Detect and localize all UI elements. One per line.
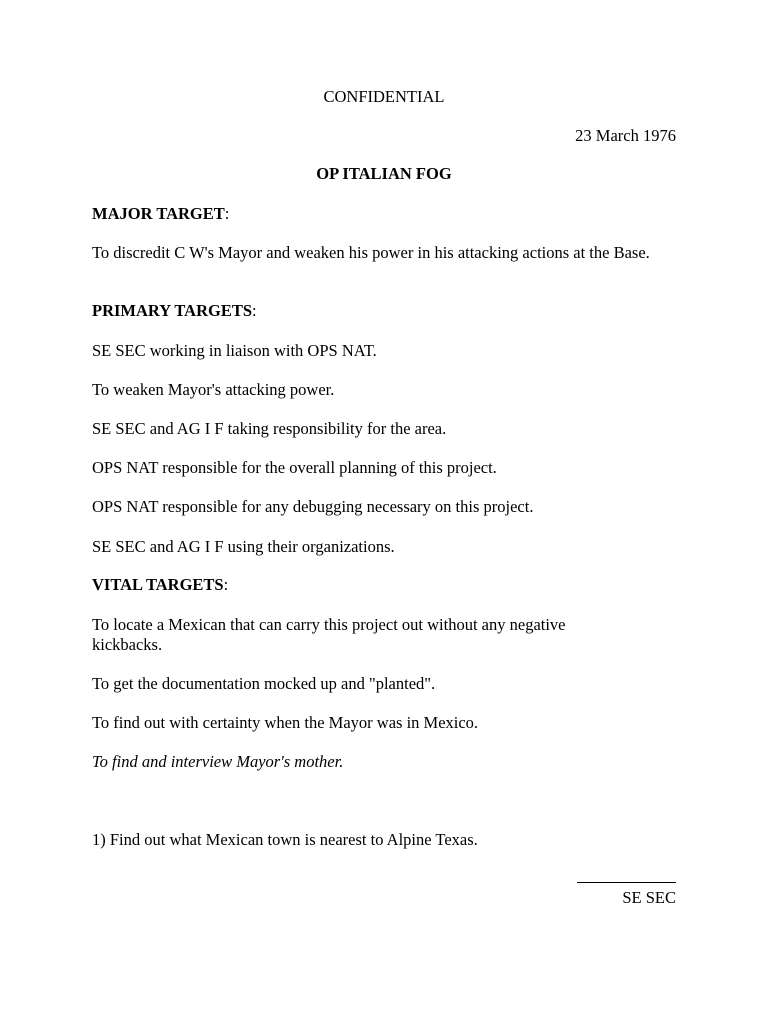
primary-target-item: OPS NAT responsible for any debugging necessary on this project. xyxy=(92,497,534,516)
major-target-colon: : xyxy=(224,204,230,223)
primary-targets-colon: : xyxy=(252,301,257,320)
vital-target-item: To get the documentation mocked up and "planted". xyxy=(92,674,436,693)
primary-target-item: To weaken Mayor's attacking power. xyxy=(92,380,335,399)
major-target-heading-text: MAJOR TARGET xyxy=(92,204,225,223)
primary-target-item: SE SEC and AG I F using their organizations. xyxy=(92,537,395,556)
primary-targets-heading-text: PRIMARY TARGETS xyxy=(92,301,253,320)
primary-target-item: SE SEC working in liaison with OPS NAT. xyxy=(92,341,377,360)
primary-target-item: OPS NAT responsible for the overall planning of this project. xyxy=(92,458,497,477)
vital-target-item: To find out with certainty when the Mayor was in Mexico. xyxy=(92,713,479,732)
numbered-note: 1) Find out what Mexican town is nearest to Alpine Texas. xyxy=(92,830,478,849)
vital-target-item: To locate a Mexican that can carry this project out without any negative kickbacks. xyxy=(92,615,566,654)
vital-target-italic-item: To find and interview Mayor's mother. xyxy=(92,752,344,771)
primary-targets-heading xyxy=(92,301,682,321)
major-target-text: To discredit C W's Mayor and weaken his power in his attacking actions at the Base. xyxy=(92,243,650,262)
signature-name: SE SEC xyxy=(622,888,676,907)
document-title: OP ITALIAN FOG xyxy=(316,164,452,183)
primary-target-item: SE SEC and AG I F taking responsibility for the area. xyxy=(92,419,447,438)
vital-targets-heading xyxy=(92,575,682,595)
vital-targets-heading-text: VITAL TARGETS xyxy=(92,575,224,594)
classification-marking: CONFIDENTIAL xyxy=(323,87,445,106)
major-target-heading xyxy=(92,204,682,224)
document-date: 23 March 1976 xyxy=(575,126,676,145)
signature-line xyxy=(577,882,676,883)
vital-targets-colon: : xyxy=(223,575,229,594)
